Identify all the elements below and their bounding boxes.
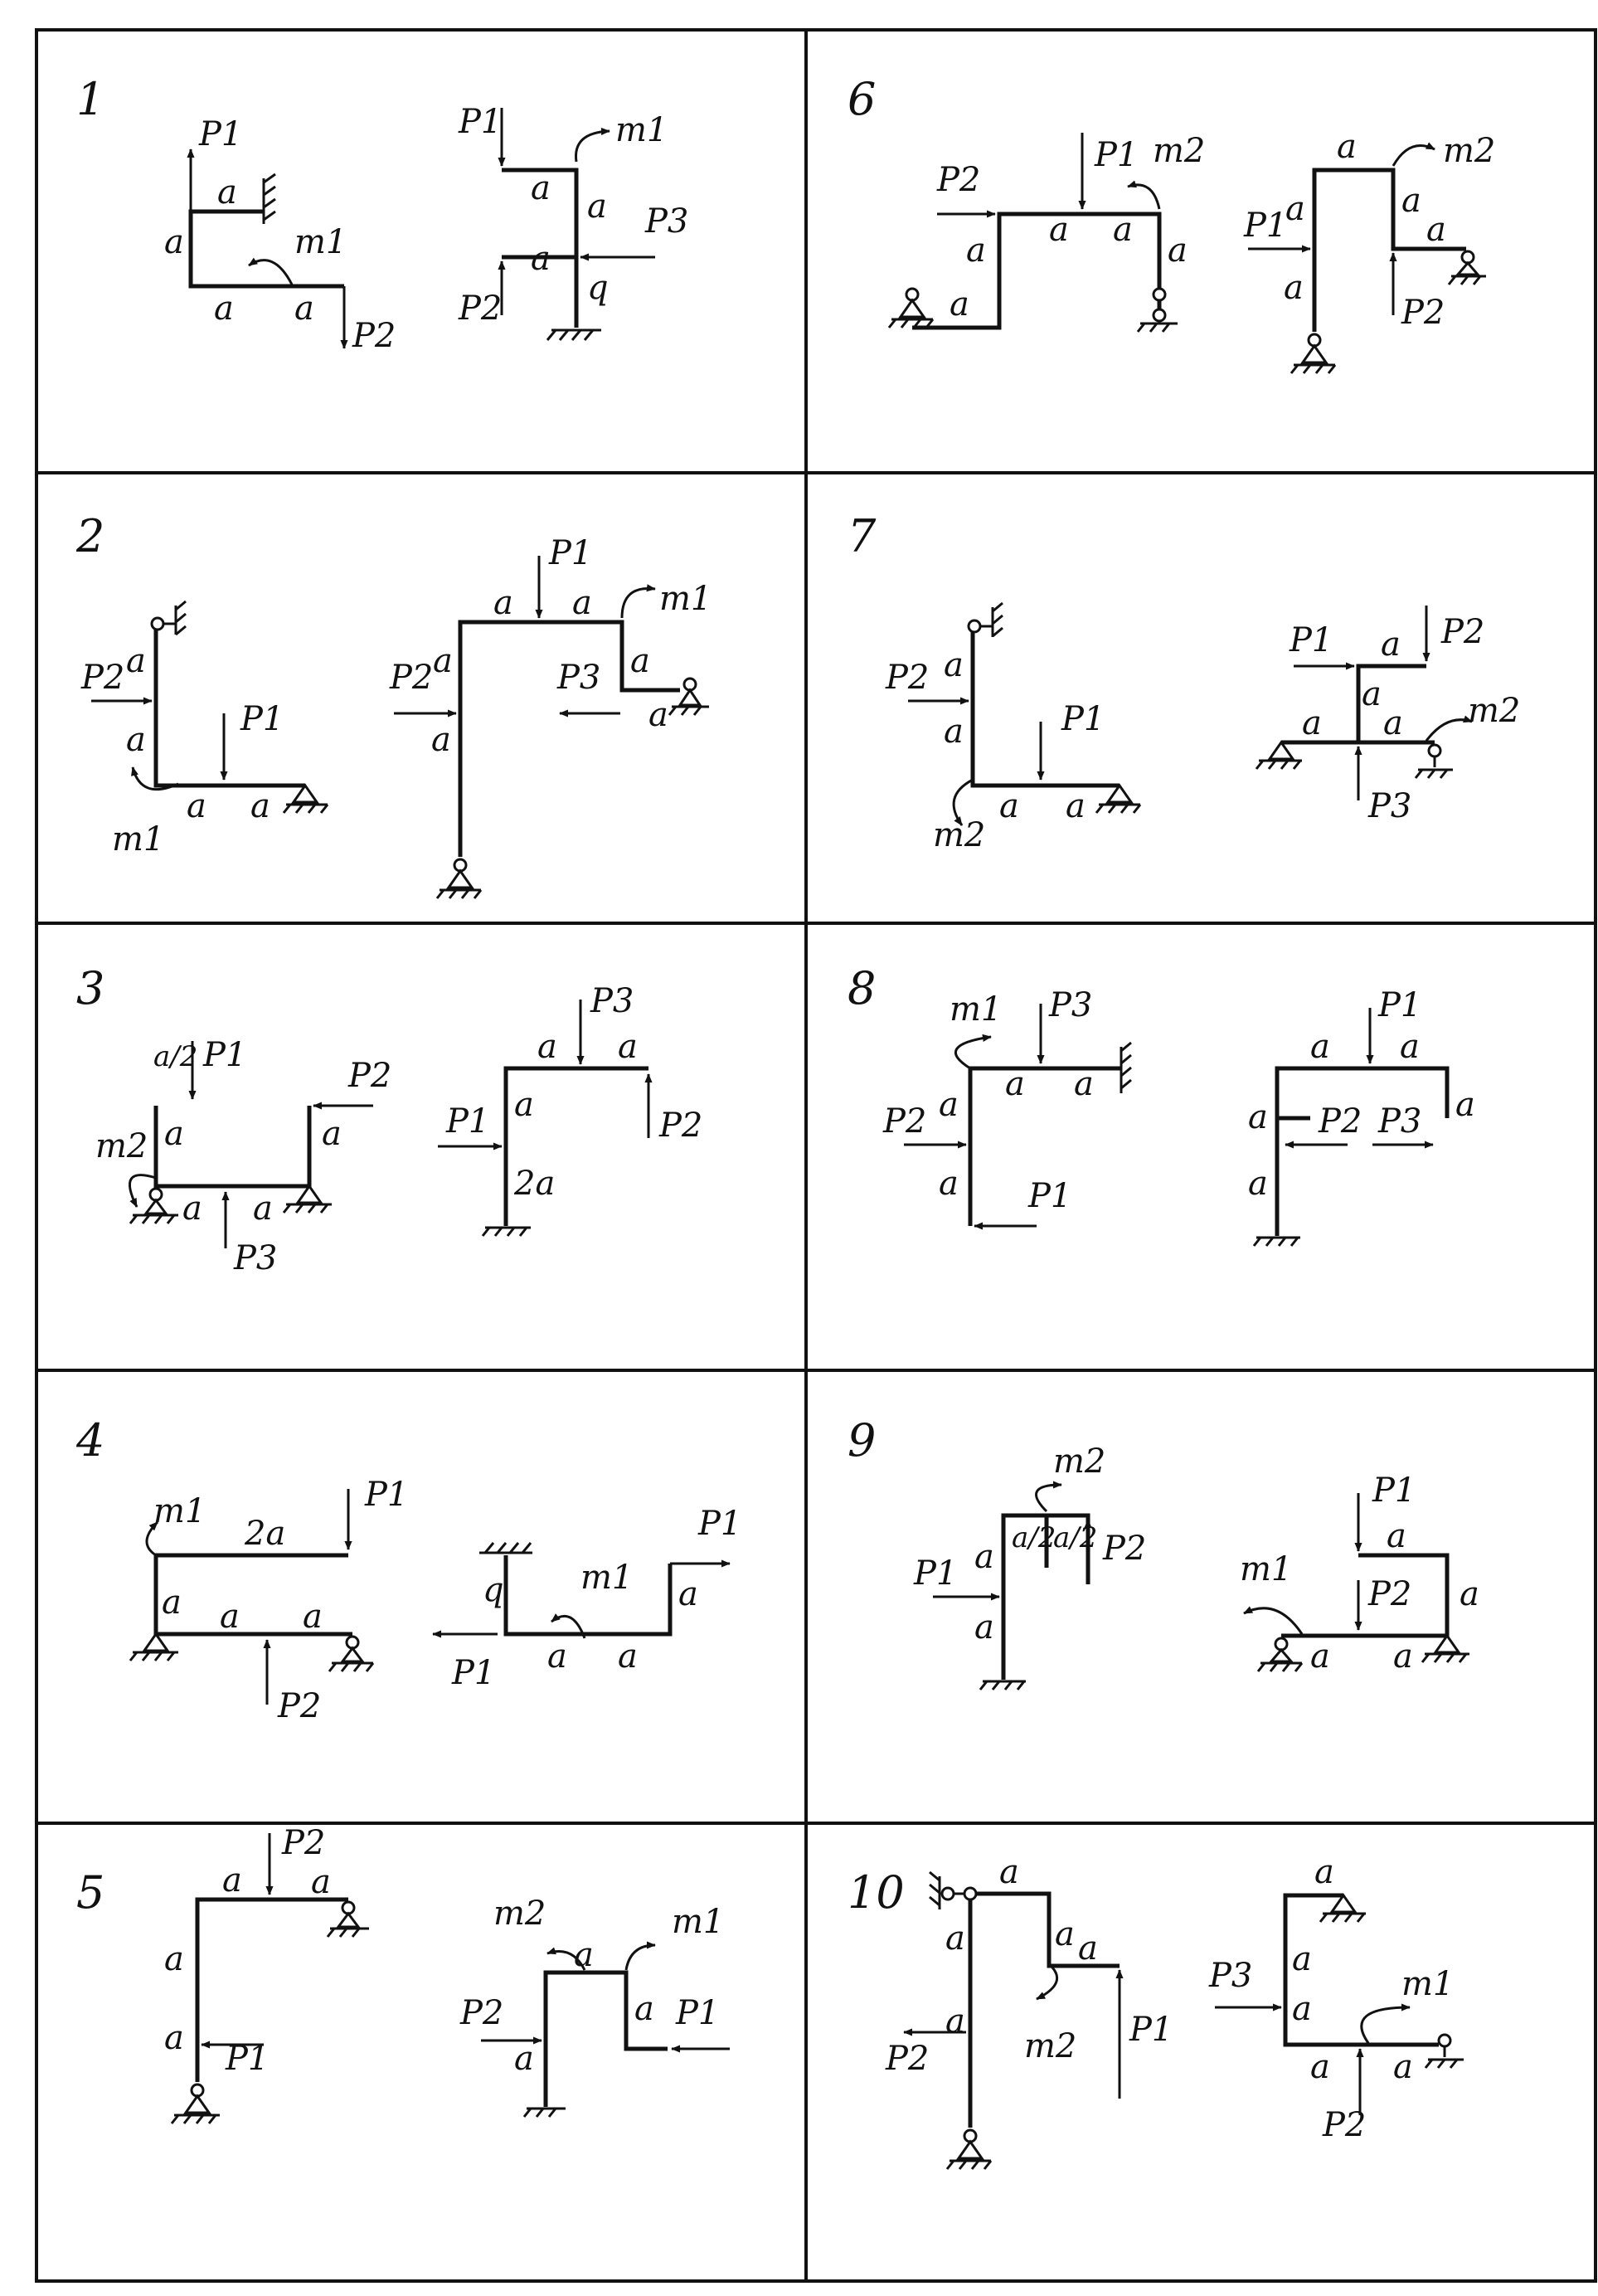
label: P2 — [1441, 613, 1485, 651]
label: a — [217, 173, 237, 212]
label: P2 — [1401, 294, 1445, 332]
label: a — [1381, 625, 1401, 664]
label: P1 — [203, 1036, 247, 1074]
label: a — [1455, 1086, 1475, 1124]
label: P1 — [446, 1102, 490, 1141]
label: a — [214, 289, 234, 328]
label: a — [322, 1115, 342, 1153]
label: a — [1302, 704, 1322, 742]
label: a — [1387, 1517, 1406, 1555]
label: P1 — [1095, 136, 1139, 174]
panel-number: 5 — [76, 1866, 105, 1919]
label: a — [974, 1538, 994, 1576]
label: P1 — [459, 103, 503, 141]
label: P1 — [1061, 700, 1105, 738]
panel-number: 3 — [76, 962, 105, 1014]
label: P1 — [1378, 986, 1422, 1024]
label: a — [939, 1086, 959, 1124]
label: a — [1310, 1028, 1330, 1066]
label: P2 — [1103, 1530, 1147, 1568]
label: a — [1383, 704, 1403, 742]
label: a — [1078, 1929, 1098, 1968]
label: a — [547, 1637, 567, 1676]
label: m1 — [615, 111, 668, 149]
label: m2 — [1468, 692, 1521, 730]
label: a — [187, 787, 206, 825]
label: P3 — [1368, 787, 1412, 825]
panel-number: 7 — [848, 510, 877, 562]
labels — [80, 103, 1520, 2144]
label: P1 — [698, 1505, 742, 1543]
label: m1 — [1401, 1965, 1455, 2003]
label: a — [945, 1919, 965, 1958]
label: P1 — [549, 534, 593, 572]
label: a — [1426, 211, 1446, 249]
label: m1 — [950, 990, 1003, 1029]
label: P1 — [240, 700, 284, 738]
label: m2 — [1153, 132, 1206, 170]
label: P1 — [1244, 207, 1288, 245]
label: m2 — [1024, 2027, 1077, 2065]
label: P2 — [1368, 1575, 1412, 1613]
label: m2 — [493, 1895, 546, 1933]
label: a — [648, 696, 668, 734]
panel-number: 9 — [848, 1414, 877, 1467]
label: a — [1401, 182, 1421, 220]
label: a/2 — [1012, 1521, 1056, 1554]
label: P1 — [199, 115, 243, 153]
label: a — [162, 1583, 182, 1622]
label: a — [220, 1598, 240, 1636]
label: a — [164, 2019, 184, 2057]
label: a — [531, 169, 551, 207]
label: a — [1248, 1165, 1268, 1203]
force-arrows — [91, 108, 1433, 2115]
label: P2 — [1323, 2106, 1367, 2144]
label: a — [164, 1115, 184, 1153]
label: a — [253, 1189, 273, 1228]
label: P2 — [460, 1994, 504, 2032]
label: a — [1074, 1065, 1094, 1103]
label: m2 — [1053, 1442, 1106, 1481]
label: P2 — [390, 659, 434, 697]
label: P1 — [1028, 1177, 1072, 1215]
label: q — [483, 1571, 504, 1609]
label: a — [1310, 1637, 1330, 1676]
label: P3 — [1209, 1957, 1253, 1995]
label: a — [974, 1608, 994, 1647]
label: a — [1248, 1098, 1268, 1136]
label: P3 — [1378, 1102, 1422, 1141]
label: m1 — [294, 223, 347, 261]
label: a — [587, 187, 607, 226]
label: P2 — [1319, 1102, 1362, 1141]
label: P2 — [883, 1102, 927, 1141]
label: m1 — [112, 820, 165, 859]
label: a — [1284, 269, 1304, 307]
panel-number: 1 — [76, 73, 105, 125]
panel-number: 6 — [848, 73, 877, 125]
label: a/2 — [1053, 1521, 1098, 1554]
label: a — [1400, 1028, 1420, 1066]
label: a — [164, 1940, 184, 1978]
label: a — [1113, 211, 1133, 249]
label: a — [164, 223, 184, 261]
label: a — [939, 1165, 959, 1203]
label: P2 — [886, 2040, 930, 2078]
label: a — [514, 2040, 534, 2078]
panel-number: 2 — [76, 510, 105, 562]
label: a — [944, 646, 964, 684]
label: a — [1310, 2048, 1330, 2086]
label: a — [537, 1028, 557, 1066]
label: a — [999, 787, 1019, 825]
label: a — [1393, 2048, 1413, 2086]
label: a — [1337, 128, 1357, 166]
label: P2 — [278, 1687, 322, 1725]
label: a — [572, 584, 592, 622]
label: m2 — [1443, 132, 1496, 170]
label: a — [431, 721, 451, 759]
label: P1 — [1372, 1471, 1416, 1510]
moment-arcs — [129, 131, 1472, 2043]
label: P1 — [914, 1554, 958, 1593]
label: P1 — [365, 1476, 409, 1514]
label: P2 — [659, 1107, 703, 1145]
label: P2 — [81, 659, 125, 697]
grid-frame — [36, 30, 1596, 2281]
label: P1 — [226, 2040, 270, 2078]
label: a — [250, 787, 270, 825]
panel-numbers — [75, 73, 905, 1919]
label: P3 — [1049, 986, 1093, 1024]
label: P3 — [557, 659, 601, 697]
label: P2 — [348, 1057, 392, 1095]
label: P2 — [282, 1824, 326, 1862]
label: a — [945, 2002, 965, 2041]
label: a — [1460, 1575, 1479, 1613]
label: a — [1049, 211, 1069, 249]
panel-number: 4 — [76, 1414, 105, 1467]
label: P3 — [234, 1239, 278, 1277]
label: m1 — [153, 1492, 206, 1530]
label: a — [1005, 1065, 1025, 1103]
label: a — [618, 1028, 638, 1066]
label: a — [1066, 787, 1086, 825]
label: a — [126, 642, 146, 680]
label: a/2 — [153, 1040, 198, 1073]
label: a — [126, 721, 146, 759]
label: a — [1055, 1915, 1075, 1953]
label: a — [182, 1189, 202, 1228]
label: a — [678, 1575, 698, 1613]
label: a — [944, 713, 964, 751]
label: P2 — [459, 289, 503, 328]
label: a — [1314, 1853, 1334, 1891]
label: a — [493, 584, 513, 622]
label: P1 — [676, 1994, 720, 2032]
label: a — [999, 1853, 1019, 1891]
label: P3 — [590, 982, 634, 1020]
label: a — [311, 1863, 331, 1901]
label: a — [1168, 231, 1188, 270]
label: P1 — [1290, 621, 1333, 659]
label: P2 — [937, 161, 981, 199]
label: a — [294, 289, 314, 328]
label: 2a — [245, 1515, 286, 1553]
label: m1 — [1240, 1550, 1293, 1588]
frame-members — [156, 170, 1466, 2128]
panel-number: 10 — [848, 1866, 905, 1919]
label: a — [433, 642, 453, 680]
label: a — [574, 1936, 594, 1974]
label: a — [222, 1861, 242, 1900]
label: a — [966, 231, 986, 270]
label: m1 — [672, 1903, 725, 1941]
label: a — [1285, 190, 1305, 228]
label: a — [1362, 675, 1382, 713]
label: a — [303, 1598, 323, 1636]
label: a — [630, 642, 650, 680]
label: m2 — [95, 1127, 148, 1165]
label: a — [634, 1990, 654, 2028]
panel-number: 8 — [848, 962, 877, 1014]
label: P2 — [886, 659, 930, 697]
label: a — [514, 1086, 534, 1124]
label: a — [1393, 1637, 1413, 1676]
label: 2a — [514, 1165, 556, 1203]
label: q — [587, 269, 609, 307]
label: P1 — [452, 1654, 496, 1692]
label: m2 — [933, 816, 986, 854]
label: a — [531, 240, 551, 278]
label: P1 — [1129, 2011, 1173, 2049]
label: m1 — [659, 580, 712, 618]
label: a — [950, 285, 969, 323]
label: a — [618, 1637, 638, 1676]
label: P2 — [352, 317, 396, 355]
label: a — [1292, 1990, 1312, 2028]
label: P3 — [645, 202, 689, 241]
label: m1 — [580, 1559, 634, 1597]
label: a — [1292, 1940, 1312, 1978]
